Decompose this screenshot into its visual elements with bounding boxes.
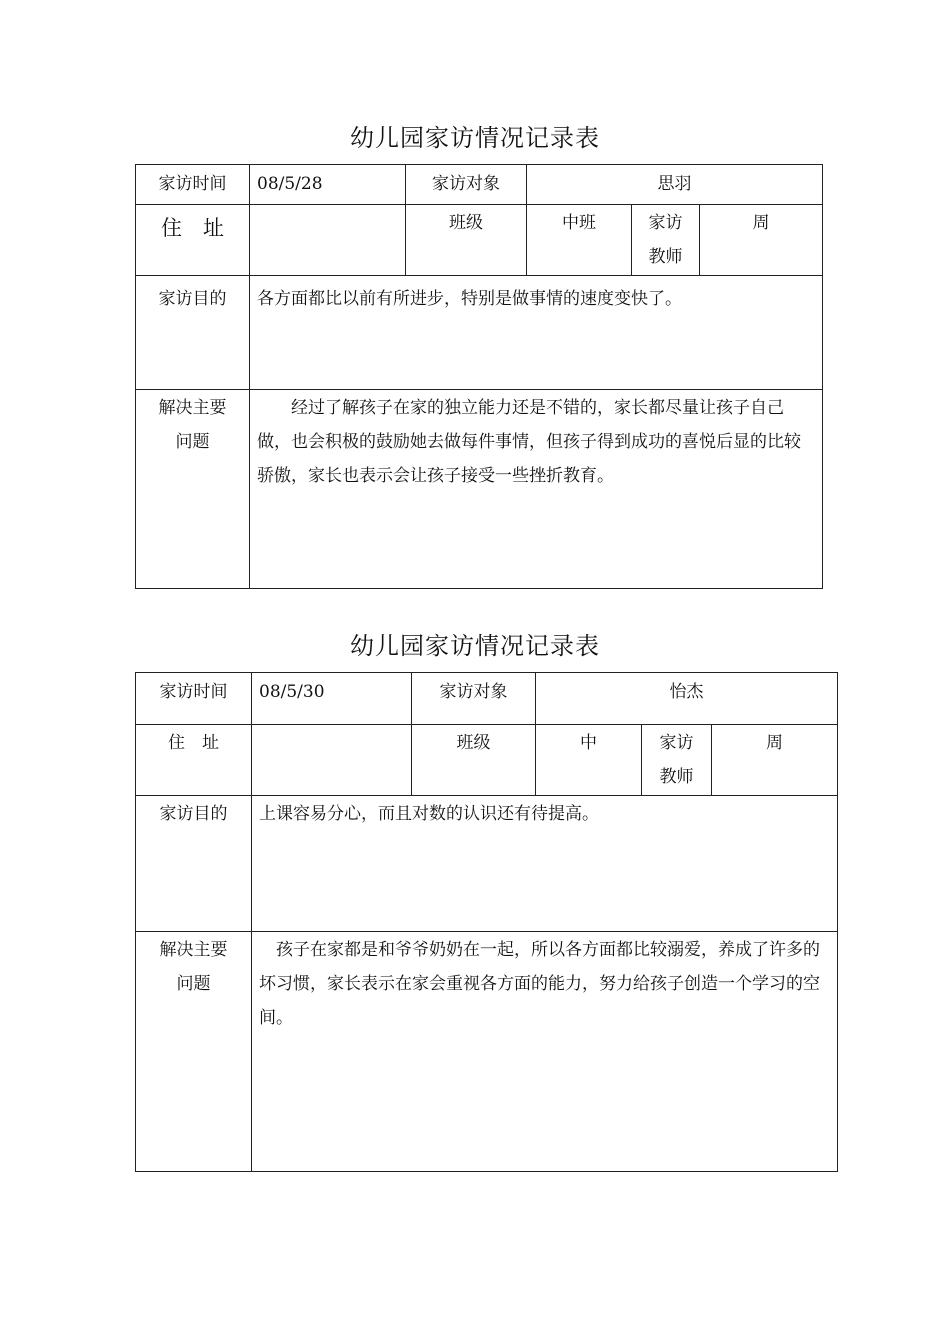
teacher-value: 周 [712,725,838,796]
visit-time-value: 08/5/28 [250,165,406,205]
visit-time-value: 08/5/30 [252,673,412,725]
record-title: 幼儿园家访情况记录表 [350,124,600,152]
visit-record-table [135,164,823,589]
solve-label: 解决主要问题 [136,932,252,1172]
purpose-value: 各方面都比以前有所进步，特别是做事情的速度变快了。 [250,276,823,390]
purpose-label: 家访目的 [136,796,252,932]
class-label: 班级 [412,725,536,796]
record-title: 幼儿园家访情况记录表 [350,632,600,660]
teacher-value: 周 [700,205,823,276]
address-label: 住 址 [136,725,252,796]
teacher-label: 家访教师 [632,205,700,276]
class-value: 中 [536,725,642,796]
address-value [252,725,412,796]
address-value [250,205,406,276]
purpose-label: 家访目的 [136,276,250,390]
visit-time-label: 家访时间 [136,673,252,725]
visit-time-label: 家访时间 [136,165,250,205]
visit-target-value: 怡杰 [536,673,838,725]
solve-label: 解决主要问题 [136,390,250,589]
class-label: 班级 [406,205,527,276]
visit-target-label: 家访对象 [406,165,527,205]
purpose-value: 上课容易分心，而且对数的认识还有待提高。 [252,796,838,932]
class-value: 中班 [527,205,632,276]
teacher-label: 家访教师 [642,725,712,796]
visit-target-value: 思羽 [527,165,823,205]
solve-value: 孩子在家都是和爷爷奶奶在一起，所以各方面都比较溺爱，养成了许多的坏习惯，家长表示在家会重视各方面的能力，努力给孩子创造一个学习的空间。 [252,932,838,1172]
visit-target-label: 家访对象 [412,673,536,725]
solve-value: 经过了解孩子在家的独立能力还是不错的，家长都尽量让孩子自己做，也会积极的鼓励她去做每件事情，但孩子得到成功的喜悦后显的比较骄傲，家长也表示会让孩子接受一些挫折教育。 [250,390,823,589]
visit-record-table [135,672,838,1172]
address-label: 住 址 [136,205,250,276]
